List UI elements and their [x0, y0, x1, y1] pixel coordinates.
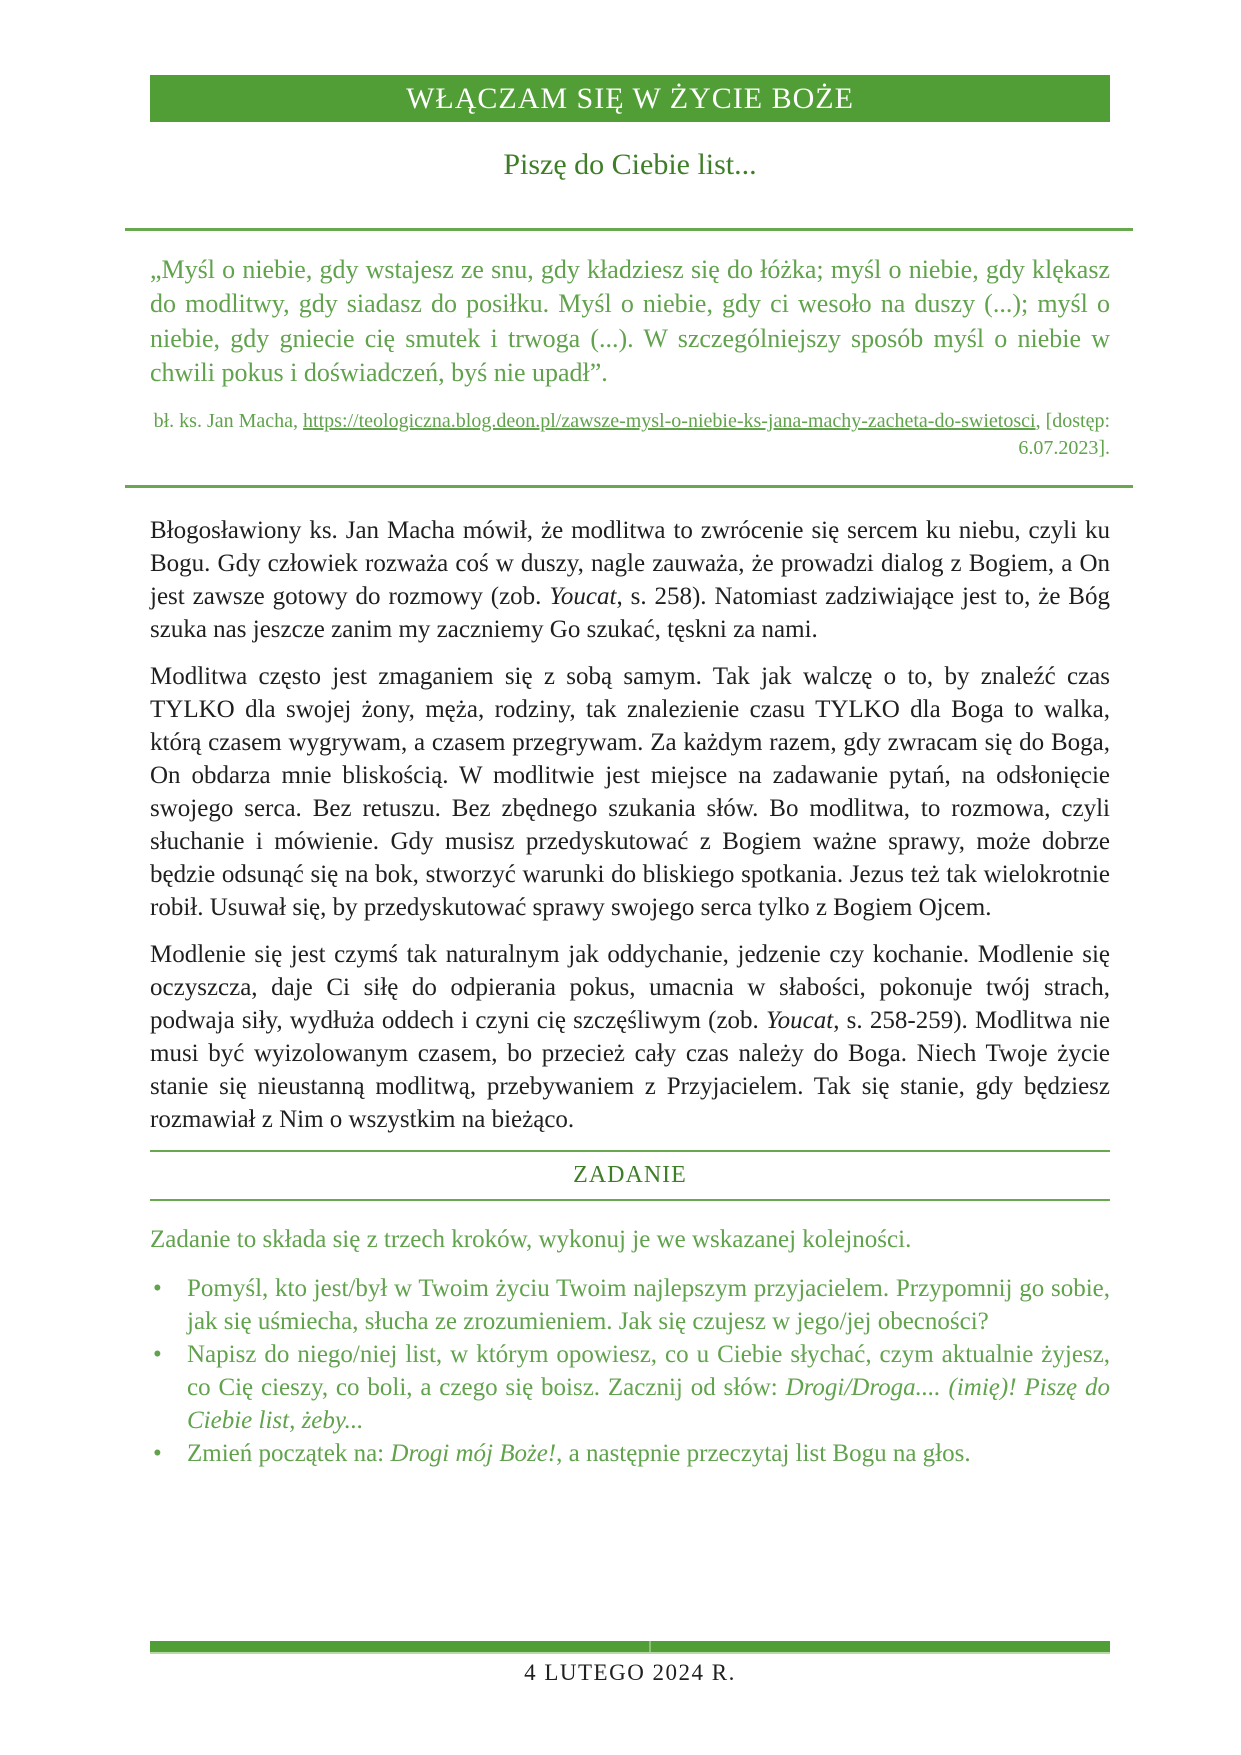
footer-bar: [150, 1641, 1110, 1654]
divider-quote-bottom: [125, 485, 1133, 488]
divider-quote-top: [125, 228, 1133, 231]
header-banner: [150, 75, 1110, 122]
footer-date: 4 LUTEGO 2024 R.: [524, 1660, 736, 1685]
paragraph-1: Błogosławiony ks. Jan Macha mówił, że modlitwa to zwrócenie się sercem ku niebu, czyli ku Bogu. Gdy człowiek rozważa coś w duszy, nagle zauważa, że prowadzi dialog z Bogiem, a On jest zawsze gotowy do rozmowy (zob. Youcat, s. 258). Natomiast zadziwiające jest to, że Bóg szuka nas jeszcze zanim my zaczniemy Go szukać, tęskni za nami.: [150, 517, 1110, 644]
task-intro: Zadanie to składa się z trzech kroków, wykonuj je we wskazanej kolejności.: [150, 1226, 912, 1254]
footer-bar-seam: [649, 1641, 651, 1652]
quote-text: „Myśl o niebie, gdy wstajesz ze snu, gdy kładziesz się do łóżka; myśl o niebie, gdy klękasz do modlitwy, gdy siadasz do posiłku. Myśl o niebie, gdy ci wesoło na duszy (...); myśl o niebie, gdy gniecie cię smutek i trwoga (...). W szczególniejszy sposób myśl o niebie w chwili pokus i doświadczeń, byś nie upadł”.: [150, 255, 1110, 387]
task-divider-bottom: [150, 1199, 1110, 1201]
attribution-author: bł. ks. Jan Macha,: [153, 410, 304, 433]
task-list: [150, 1272, 1110, 1470]
banner-title: WŁĄCZAM SIĘ W ŻYCIE BOŻE: [406, 81, 854, 115]
paragraph-3: Modlenie się jest czymś tak naturalnym jak oddychanie, jedzenie czy kochanie. Modlenie się oczyszcza, daje Ci siłę do odpierania pokus, umacnia w słabości, pokonuje twój strach, podwaja siły, wydłuża oddech i czyni cię szczęśliwym (zob. Youcat, s. 258-259). Modlitwa nie musi być wyizolowanym czasem, bo przecież cały czas należy do Boga. Niech Twoje życie stanie się nieustanną modlitwą, przebywaniem z Przyjacielem. Tak się stanie, gdy będziesz rozmawiał z Nim o wszystkim na bieżąco.: [150, 941, 1110, 1134]
quote-attribution: [150, 408, 1110, 461]
task-item-1: • Pomyśl, kto jest/był w Twoim życiu Twoim najlepszym przyjacielem. Przypomnij go sobie, jak się uśmiecha, słucha ze zrozumieniem. Jak się czujesz w jego/jej obecności?: [150, 1272, 1110, 1338]
task-item-3: • Zmień początek na: Drogi mój Boże!, a następnie przeczytaj list Bogu na głos.: [150, 1437, 1110, 1470]
body-section: [150, 514, 1110, 1136]
attribution-access-date: , [dostęp: 6.07.2023].: [1018, 410, 1110, 459]
paragraph-2: Modlitwa często jest zmaganiem się z sobą samym. Tak jak walczę o to, by znaleźć czas TYLKO dla swojej żony, męża, rodziny, tak znalezienie czasu TYLKO dla Boga to walka, którą czasem wygrywam, a czasem przegrywam. Za każdym razem, gdy zwracam się do Boga, On obdarza mnie bliskością. W modlitwie jest miejsce na zadawanie pytań, na odsłonięcie swojego serca. Bez retuszu. Bez zbędnego szukania słów. Bo modlitwa, to rozmowa, czyli słuchanie i mówienie. Gdy musisz przedyskutować z Bogiem ważne sprawy, może dobrze będzie odsunąć się na bok, stworzyć warunki do bliskiego spotkania. Jezus też tak wielokrotnie robił. Usuwał się, by przedyskutować sprawy swojego serca tylko z Bogiem Ojcem.: [150, 663, 1110, 922]
task-item-2: • Napisz do niego/niej list, w którym opowiesz, co u Ciebie słychać, czym aktualnie żyjesz, co Cię cieszy, co boli, a czego się boisz. Zacznij od słów: Drogi/Droga.... (imię)! Piszę do Ciebie list, żeby...: [150, 1338, 1110, 1437]
source-link[interactable]: https://teologiczna.blog.deon.pl/zawsze-mysl-o-niebie-ks-jana-machy-zacheta-do-swietosci: [303, 410, 1036, 433]
task-title: ZADANIE: [573, 1162, 687, 1189]
page-footer: [150, 1641, 1110, 1686]
page-title: Piszę do Ciebie list...: [503, 148, 757, 181]
task-divider-top: [150, 1150, 1110, 1152]
